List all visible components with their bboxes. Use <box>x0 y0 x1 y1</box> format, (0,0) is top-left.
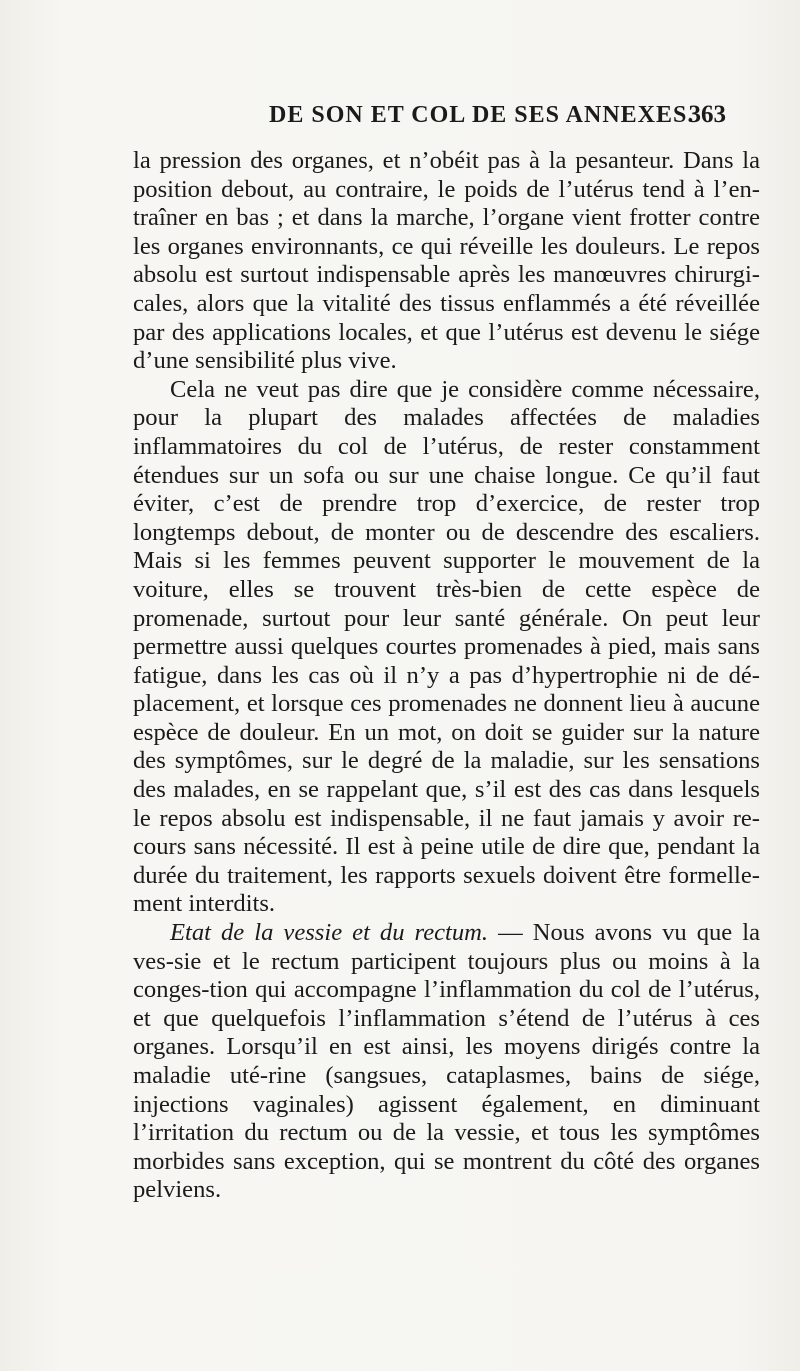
page-number: 363 <box>688 101 726 128</box>
running-head <box>133 102 760 136</box>
paragraph-2: Cela ne veut pas dire que je considère comme nécessaire, pour la plupart des malades affectées de maladies inflammatoires du col de l’utérus, de rester constamment étendues sur un sofa ou sur une chaise longue. Ce qu’il faut éviter, c’est de prendre trop d’exercice, de rester trop longtemps debout, de monter ou de descendre des escaliers. Mais si les femmes peuvent supporter le mouvement de la voiture, elles se trouvent très-bien de cette espèce de promenade, surtout pour leur santé générale. On peut leur permettre aussi quelques courtes promenades à pied, mais sans fatigue, dans les cas où il n’y a pas d’hypertrophie ni de dé-placement, et lorsque ces promenades ne donnent lieu à aucune espèce de douleur. En un mot, on doit se guider sur la nature des symptômes, sur le degré de la maladie, sur les sensations des malades, en se rappelant que, s’il est des cas dans lesquels le repos absolu est indispensable, il ne faut jamais y avoir re-cours sans nécessité. Il est à peine utile de dire que, pendant la durée du traitement, les rapports sexuels doivent être formelle-ment interdits. <box>133 375 760 918</box>
section-heading: Etat de la vessie et du rectum. <box>170 919 489 947</box>
paragraph-3 <box>133 919 760 1205</box>
paragraph-3-text: — Nous avons vu que la ves-sie et le rectum participent toujours plus ou moins à la conges-tion qui accompagne l’inflammation du col de l’utérus, et que quelquefois l’inflammation s’étend de l’utérus à ces organes. Lorsqu’il en est ainsi, les moyens dirigés contre la maladie uté-rine (sangsues, cataplasmes, bains de siége, injections vaginales) agissent également, en diminuant l’irritation du rectum ou de la vessie, et tous les symptômes morbides sans exception, qui se montrent du côté des organes pelviens. <box>133 919 760 1204</box>
running-title: DE SON ET COL DE SES ANNEXES. <box>269 102 695 128</box>
body-text <box>133 147 760 1205</box>
paragraph-1: la pression des organes, et n’obéit pas à la pesanteur. Dans la position debout, au contraire, le poids de l’utérus tend à l’en-traîner en bas ; et dans la marche, l’organe vient frotter contre les organes environnants, ce qui réveille les douleurs. Le repos absolu est surtout indispensable après les manœuvres chirurgi-cales, alors que la vitalité des tissus enflammés a été réveillée par des applications locales, et que l’utérus est devenu le siége d’une sensibilité plus vive. <box>133 147 760 375</box>
